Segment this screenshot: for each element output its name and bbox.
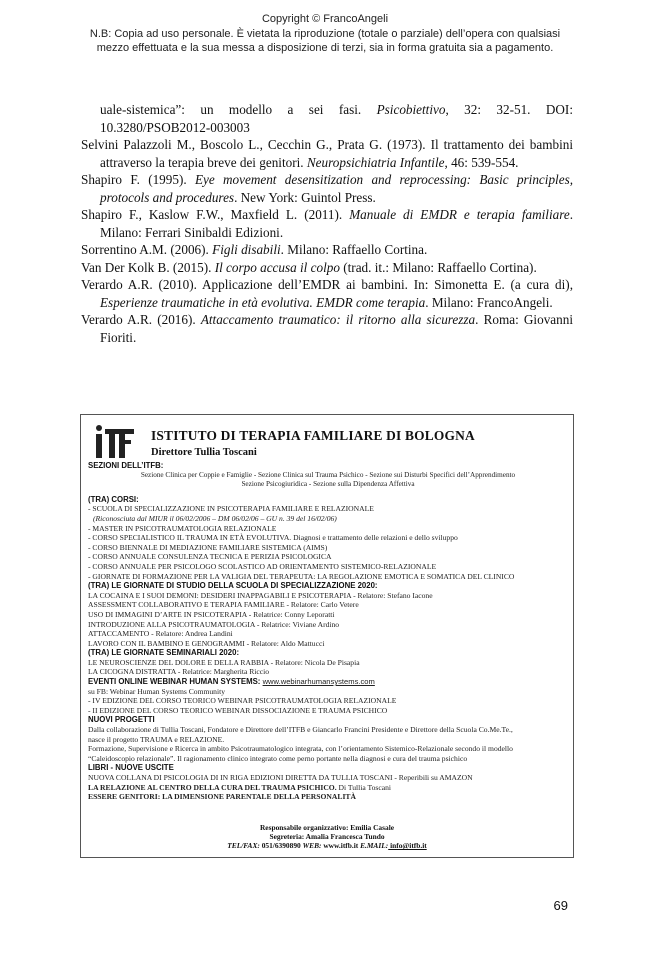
copyright-line: Copyright © FrancoAngeli [261,13,389,25]
libri-heading: LIBRI - NUOVE USCITE [88,763,174,773]
webinar-item: - II EDIZIONE DEL CORSO TEORICO WEBINAR DISSOCIAZIONE E TRAUMA PSICHICO [88,705,388,715]
reference-entry: Verardo A.R. (2010). Applicazione dell’EMDR ai bambini. In: Simonetta E. (a cura di), Esperienze traumatiche in età evolutiva. EMDR come terapia. Milano: FrancoAngeli. [81,277,573,310]
reference-entry: Verardo A.R. (2016). Attaccamento traumatico: il ritorno alla sicurezza. Roma: Giovanni Fioriti. [81,312,573,345]
giornate-studio-heading: (TRA) LE GIORNATE DI STUDIO DELLA SCUOLA DI SPECIALIZZAZIONE 2020: [88,581,378,591]
reference-entry: Sorrentino A.M. (2006). Figli disabili. Milano: Raffaello Cortina. [81,242,428,257]
notice-line-1: N.B: Copia ad uso personale. È vietata la riproduzione (totale o parziale) dell’opera con qualsiasi [89,28,561,40]
corso-item: - SCUOLA DI SPECIALIZZAZIONE IN PSICOTERAPIA FAMILIARE E RELAZIONALE [88,504,374,514]
progetti-line: Formazione, Supervisione e Ricerca in ambito Psicotraumatologico integrata, con l’orientamento Sistemico-Relazionale secondo il modello [88,744,513,754]
institute-director: Direttore Tullia Toscani [151,447,257,458]
website-link[interactable]: www.itfb.it [321,841,361,850]
sezioni-line: Sezione Psicogiuridica - Sezione sulla Dipendenza Affettiva [241,480,415,489]
seminariali-heading: (TRA) LE GIORNATE SEMINARIALI 2020: [88,648,240,658]
itfb-advertisement [80,414,574,858]
corso-item: - CORSO ANNUALE PER PSICOLOGO SCOLASTICO AD ORIENTAMENTO SISTEMICO-RELAZIONALE [88,561,437,571]
corsi-heading: (TRA) CORSI: [88,494,139,504]
seminariale-item: LE NEUROSCIENZE DEL DOLORE E DELLA RABBIA - Relatore: Nicola De Pisapia [88,657,360,667]
reference-entry: Van Der Kolk B. (2015). Il corpo accusa il colpo (trad. it.: Milano: Raffaello Cortina). [81,259,537,275]
giornata-item: ASSESSMENT COLLABORATIVO E TERAPIA FAMILIARE - Relatore: Carlo Vetere [88,600,359,610]
webinar-item: su FB: Webinar Human Systems Community [88,686,225,696]
corso-item: - CORSO BIENNALE DI MEDIAZIONE FAMILIARE SISTEMICA (AIMS) [88,542,328,552]
reference-entry: Shapiro F., Kaslow F.W., Maxfield L. (2011). Manuale di EMDR e terapia familiare. Milano: Ferrari Sinibaldi Edizioni. [81,207,573,240]
webinar-item: - IV EDIZIONE DEL CORSO TEORICO WEBINAR PSICOTRAUMATOLOGIA RELAZIONALE [88,696,397,706]
progetti-line: “Caleidoscopio relazionale”. Il ragionamento clinico integrato come perno portante nella diagnosi e cura del trauma psichico [88,753,468,763]
reference-entry: Selvini Palazzoli M., Boscolo L., Cecchin G., Prata G. (1973). Il trattamento dei bambini attraverso la terapia breve dei genitori. Neuropsichiatria Infantile, 46: 539-554. [81,137,573,170]
reference-entry: Shapiro F. (1995). Eye movement desensitization and reprocessing: Basic principles, protocols and procedures. New York: Guintol Press. [81,172,573,205]
corso-item: - MASTER IN PSICOTRAUMATOLOGIA RELAZIONALE [88,523,277,533]
libri-line: NUOVA COLLANA DI PSICOLOGIA DI IN RIGA EDIZIONI DIRETTA DA TULLIA TOSCANI - Reperibili su AMAZON [88,773,473,782]
reference-entry: uale-sistemica”: un modello a sei fasi. Psicobiettivo, 32: 32-51. DOI: 10.3280/PSOB2012-003003 [100,102,573,135]
sezioni-heading: SEZIONI DELL’ITFB: [88,461,164,470]
notice-line-2: mezzo effettuata e la sua messa a disposizione di terzi, sia in forma gratuita sia a pagamento. [96,42,554,54]
progetti-heading: NUOVI PROGETTI [88,715,155,725]
seminariale-item: LA CICOGNA DISTRATTA - Relatrice: Margherita Riccio [88,667,270,677]
libri-line: ESSERE GENITORI: LA DIMENSIONE PARENTALE DELLA PERSONALITÀ [88,792,356,802]
footer-segreteria: Segreteria: Amalia Francesca Tundo [269,832,385,841]
ad-content [88,461,568,802]
institute-title: ISTITUTO DI TERAPIA FAMILIARE DI BOLOGNA [151,428,475,443]
giornata-item: LAVORO CON IL BAMBINO E GENOGRAMMI - Relatore: Aldo Mattucci [88,638,325,648]
giornata-item: LA COCAINA E I SUOI DEMONI: DESIDERI INAPPAGABILI E PSICOTERAPIA - Relatore: Stefano Iacone [88,590,433,600]
giornata-item: INTRODUZIONE ALLA PSICOTRAUMATOLOGIA - Relatrice: Viviane Ardino [88,619,340,629]
webinar-heading: EVENTI ONLINE WEBINAR HUMAN SYSTEMS: [88,677,263,687]
itfb-logo [94,425,136,459]
libri-line: LA RELAZIONE AL CENTRO DELLA CURA DEL TRAUMA PSICHICO. Di Tullia Toscani [88,782,391,792]
webinar-link[interactable]: www.webinarhumansystems.com [262,677,375,687]
sezioni-line: Sezione Clinica per Coppie e Famiglie - Sezione Clinica sul Trauma Psichico - Sezione sui Disturbi Specifici dell’Apprendimento [140,470,516,479]
scuola-note: (Riconosciuta dal MIUR il 06/02/2006 – DM 06/02/06 – GU n. 39 del 16/02/06) [93,513,337,523]
webinar-heading-line [88,677,568,687]
footer-contacts: TEL/FAX: 051/6390890 WEB: www.itfb.it E.MAIL: info@itfb.it [227,841,427,850]
giornata-item: ATTACCAMENTO - Relatore: Andrea Landini [88,629,233,639]
corso-item: - GIORNATE DI FORMAZIONE PER LA VALIGIA DEL TERAPEUTA: LA REGOLAZIONE EMOTICA E SOMATICA DEL CLINICO [88,571,515,581]
progetti-line: Dalla collaborazione di Tullia Toscani, Fondatore e Direttore dell’ITFB e Giancarlo Francini Presidente e Direttore della Scuola Co.Me.Te., [88,725,513,735]
footer-responsabile: Responsabile organizzativo: Emilia Casale [259,823,395,832]
references-list [81,101,573,346]
giornata-item: USO DI IMMAGINI D’ARTE IN PSICOTERAPIA - Relatrice: Conny Leporatti [88,609,335,619]
progetti-line: nasce il progetto TRAUMA e RELAZIONE. [88,734,225,744]
corso-item: - CORSO ANNUALE CONSULENZA TECNICA E PERIZIA PSICOLOGICA [88,552,332,562]
email-link[interactable]: info@itfb.it [388,841,427,850]
page-number: 69 [553,898,568,913]
corso-item: - CORSO SPECIALISTICO IL TRAUMA IN ETÀ EVOLUTIVA. Diagnosi e trattamento delle relazioni e dello sviluppo [88,533,458,543]
